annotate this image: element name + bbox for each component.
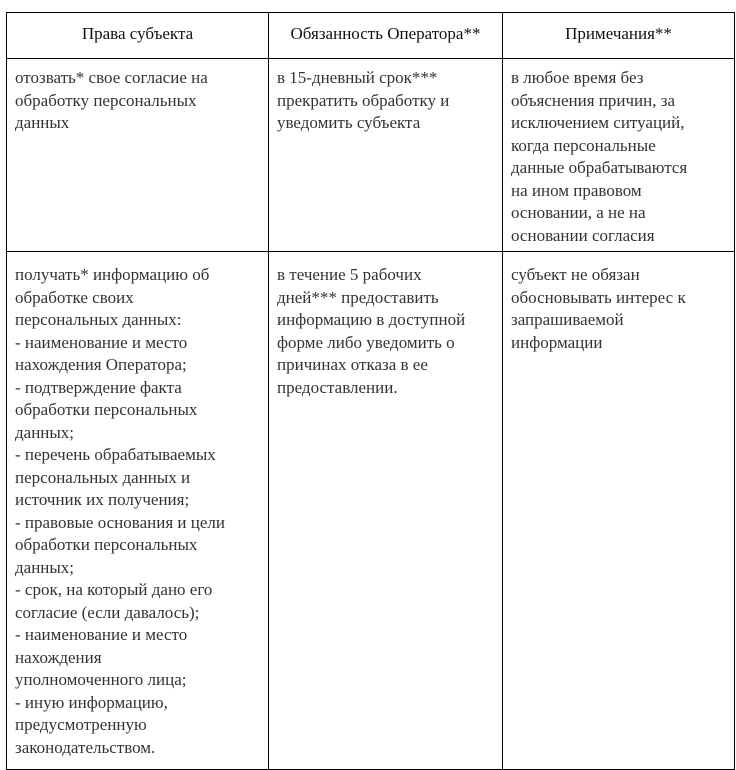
cell-text-line: - правовые основания и цели [15,512,225,532]
cell-text-line: предусмотренную [15,715,147,734]
cell-text-line: основании, а не на [511,203,646,222]
cell-subject-rights [7,59,269,252]
cell-text-line: - срок, на который дано его [15,580,213,599]
cell-text-line: данные обрабатываются [511,158,688,177]
cell-subject-rights [7,252,269,770]
header-subject-rights: Права субъекта [7,13,269,59]
cell-text-line: в любое время без [511,68,644,87]
table-row [7,252,735,770]
cell-text-line: обработке своих [15,287,134,307]
rights-table [6,12,735,770]
cell-text-line: в течение 5 рабочих [277,265,422,284]
cell-text-line: нахождения [15,647,102,667]
cell-text-line: данных [15,113,70,132]
cell-text-line: объяснения причин, за [511,90,675,110]
cell-text-line: - перечень обрабатываемых [15,445,216,464]
cell-text-line: отозвать* свое согласие на [15,68,208,87]
cell-text-line: основании согласия [511,225,655,245]
cell-operator-duty [269,59,503,252]
header-notes: Примечания** [503,13,735,59]
header-operator-duty: Обязанность Оператора** [269,13,503,59]
cell-text-line: на ином правовом [511,180,642,200]
cell-text-line: обработку персональных [15,90,197,110]
cell-operator-duty [269,252,503,770]
cell-text-line: предоставлении. [277,377,398,397]
cell-text-line: - подтверждение факта [15,377,182,397]
cell-text-line: - наименование и место [15,625,188,644]
cell-text-line: обработки персональных [15,535,198,554]
table-row [7,59,735,252]
cell-text-line: дней*** предоставить [277,287,439,307]
cell-text-line: информации [511,332,603,352]
cell-text-line: уведомить субъекта [277,113,421,132]
cell-text-line: обработки персональных [15,400,198,419]
cell-text-line: когда персональные [511,135,656,155]
cell-text-line: источник их получения; [15,490,190,509]
cell-text-line: в 15-дневный срок*** [277,68,438,87]
header-row [7,13,735,59]
cell-text-line: персональных данных и [15,467,191,487]
cell-text-line: - иную информацию, [15,692,168,712]
cell-text-line: данных; [15,557,75,577]
cell-text-line: получать* информацию об [15,265,210,284]
cell-text-line: причинах отказа в ее [277,355,428,374]
cell-text-line: прекратить обработку и [277,90,450,110]
cell-text-line: данных; [15,422,75,442]
cell-text-line: исключением ситуаций, [511,113,685,132]
cell-text-line: - наименование и место [15,332,188,352]
cell-text-line: уполномоченного лица; [15,670,187,689]
cell-text-line: законодательством. [15,737,156,757]
cell-text-line: форме либо уведомить о [277,332,455,352]
cell-text-line: субъект не обязан [511,265,640,284]
cell-notes [503,59,735,252]
cell-notes [503,252,735,770]
cell-text-line: запрашиваемой [511,310,624,329]
cell-text-line: информацию в доступной [277,310,466,329]
cell-text-line: обосновывать интерес к [511,287,686,307]
cell-text-line: согласие (если давалось); [15,602,200,622]
cell-text-line: персональных данных: [15,310,182,329]
cell-text-line: нахождения Оператора; [15,355,187,374]
